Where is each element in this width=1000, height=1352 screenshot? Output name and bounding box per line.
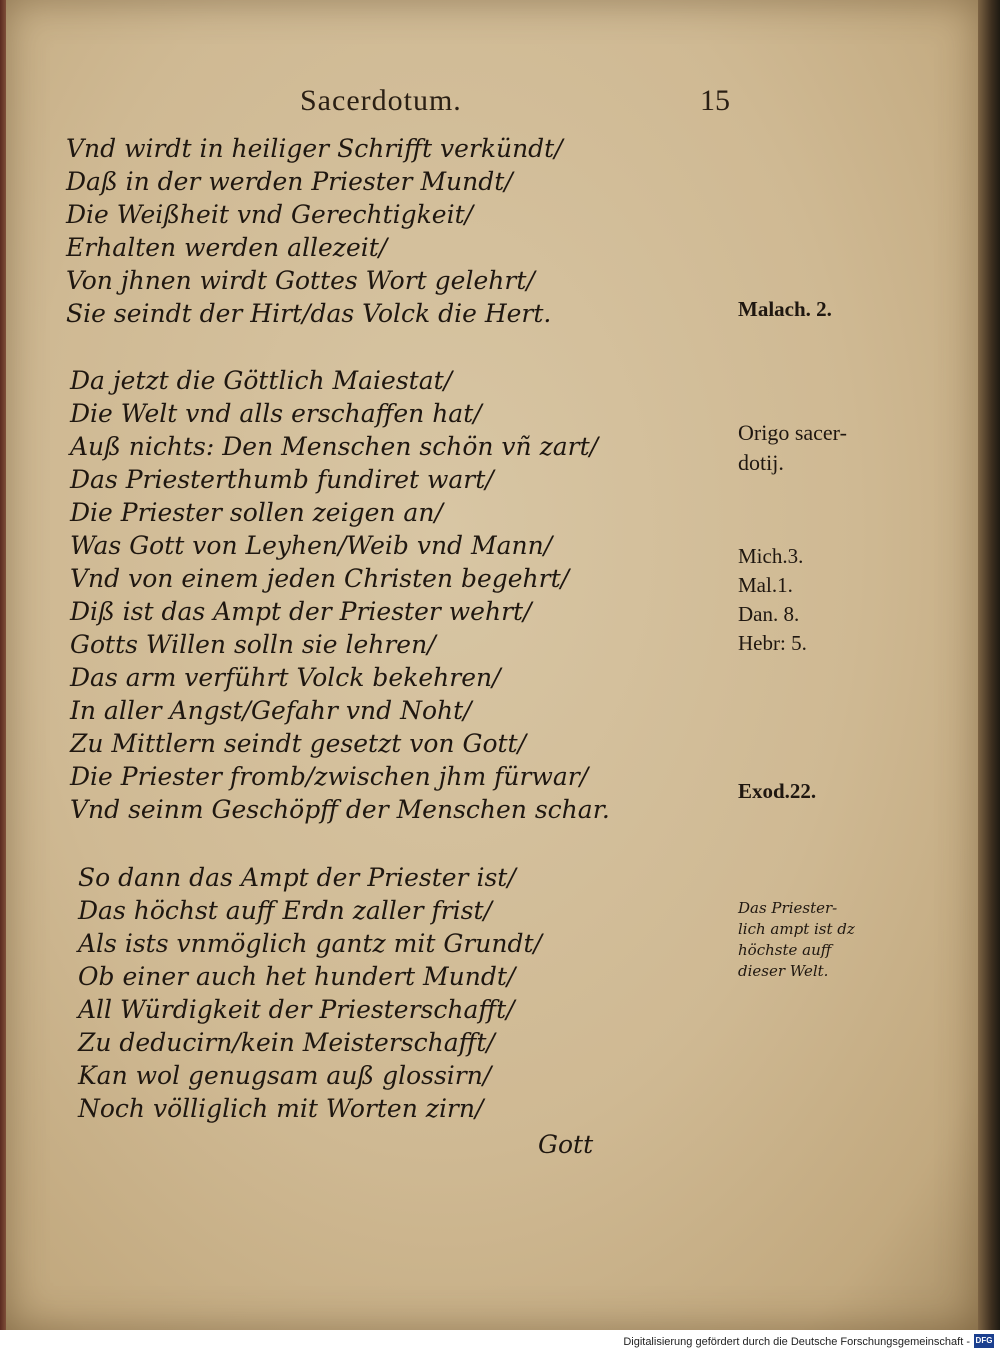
verse-line: Das höchst auff Erdn zaller frist/ [78, 896, 492, 925]
verse-line: Ob einer auch het hundert Mundt/ [78, 962, 516, 991]
page-number: 15 [700, 84, 730, 117]
margin-note-line: Dan. 8. [738, 602, 800, 626]
verse-line: Gotts Willen solln sie lehren/ [70, 630, 436, 659]
page-edge-shadow [978, 0, 1000, 1330]
running-title: Sacerdotum. [300, 84, 462, 117]
margin-note-priest-office [738, 898, 855, 982]
margin-note-line: dieser Welt. [738, 962, 829, 980]
verse-line: Zu deducirn/kein Meisterschafft/ [78, 1028, 495, 1057]
margin-note-references [738, 542, 807, 658]
verse-line: Kan wol genugsam auß glossirn/ [78, 1061, 492, 1090]
verse-line: Diß ist das Ampt der Priester wehrt/ [70, 597, 532, 626]
stanza-2 [70, 364, 610, 826]
margin-note-line: Das Priester- [738, 899, 838, 917]
verse-line: Erhalten werden allezeit/ [66, 233, 388, 262]
footer-credit: Digitalisierung gefördert durch die Deutsche Forschungsgemeinschaft - [623, 1336, 970, 1348]
verse-line: So dann das Ampt der Priester ist/ [78, 863, 516, 892]
verse-line: Von jhnen wirdt Gottes Wort gelehrt/ [66, 266, 535, 295]
catchword: Gott [538, 1130, 594, 1159]
margin-note-line: lich ampt ist dz [738, 920, 855, 938]
margin-note-line: Hebr: 5. [738, 631, 807, 655]
verse-line: All Würdigkeit der Priesterschafft/ [78, 995, 515, 1024]
verse-line: Was Gott von Leyhen/Weib vnd Mann/ [70, 531, 553, 560]
margin-note-malach: Malach. 2. [738, 297, 832, 321]
stanza-3 [78, 861, 542, 1125]
margin-note-line: höchste auff [738, 941, 832, 959]
verse-line: In aller Angst/Gefahr vnd Noht/ [70, 696, 472, 725]
verse-line: Als ists vnmöglich gantz mit Grundt/ [78, 929, 542, 958]
dfg-logo-icon: DFG [974, 1334, 994, 1348]
margin-note-line: Mich.3. [738, 544, 804, 568]
verse-line: Das Priesterthumb fundiret wart/ [70, 465, 494, 494]
margin-note-line: Mal.1. [738, 573, 793, 597]
verse-line: Daß in der werden Priester Mundt/ [66, 167, 513, 196]
margin-note-line: dotij. [738, 450, 784, 475]
verse-line: Die Weißheit vnd Gerechtigkeit/ [66, 200, 474, 229]
verse-line: Die Priester fromb/zwischen jhm fürwar/ [70, 762, 589, 791]
verse-line: Vnd seinm Geschöpff der Menschen schar. [70, 795, 610, 824]
verse-line: Sie seindt der Hirt/das Volck die Hert. [66, 299, 552, 328]
verse-line: Die Priester sollen zeigen an/ [70, 498, 443, 527]
verse-line: Auß nichts: Den Menschen schön vñ zart/ [70, 432, 599, 461]
verse-line: Noch völliglich mit Worten zirn/ [78, 1094, 484, 1123]
verse-line: Vnd wirdt in heiliger Schrifft verkündt/ [66, 134, 563, 163]
stanza-1 [66, 132, 563, 330]
margin-note-line: Origo sacer- [738, 420, 847, 445]
verse-line: Das arm verführt Volck bekehren/ [70, 663, 501, 692]
verse-line: Zu Mittlern seindt gesetzt von Gott/ [70, 729, 527, 758]
margin-note-exod: Exod.22. [738, 779, 817, 803]
margin-note-origo [738, 418, 847, 478]
verse-line: Vnd von einem jeden Christen begehrt/ [70, 564, 570, 593]
verse-line: Die Welt vnd alls erschaffen hat/ [70, 399, 482, 428]
verse-line: Da jetzt die Göttlich Maiestat/ [70, 366, 453, 395]
